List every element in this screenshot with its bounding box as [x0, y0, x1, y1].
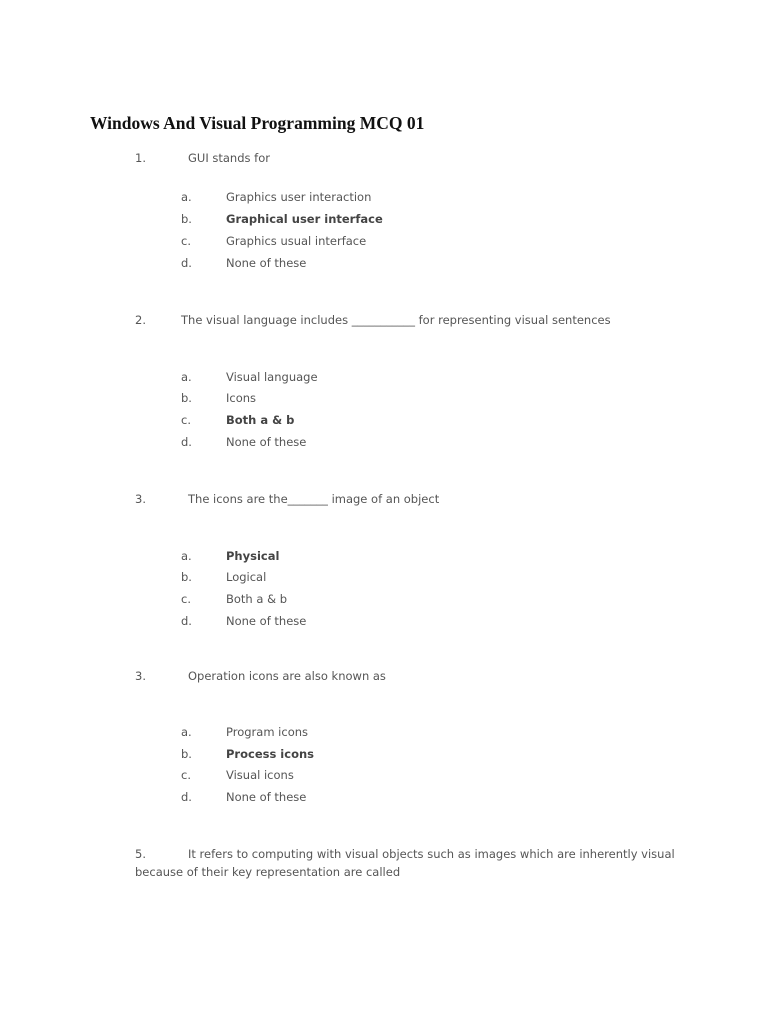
option-text: Visual icons: [226, 768, 294, 782]
question-text: GUI stands for: [188, 151, 270, 165]
option-letter: a.: [181, 190, 192, 204]
option-letter: c.: [181, 234, 191, 248]
option-letter: d.: [181, 790, 192, 804]
question-number: 5.: [135, 847, 146, 861]
option-letter: b.: [181, 570, 192, 584]
option-text-correct: Process icons: [226, 747, 315, 761]
option-text: Visual language: [226, 370, 318, 384]
option-letter: c.: [181, 413, 191, 427]
option-text: Program icons: [226, 725, 309, 739]
option-letter: c.: [181, 768, 191, 782]
option-letter: c.: [181, 592, 191, 606]
option-text: Graphics usual interface: [226, 234, 367, 248]
option-letter: a.: [181, 725, 192, 739]
option-text: None of these: [226, 614, 307, 628]
option-text: Icons: [226, 391, 257, 405]
option-letter: b.: [181, 747, 192, 761]
option-letter: d.: [181, 256, 192, 270]
document-title: Windows And Visual Programming MCQ 01: [90, 113, 425, 133]
option-text-correct: Both a & b: [226, 413, 295, 427]
question-text: The icons are the_______ image of an object: [188, 492, 440, 506]
option-text: None of these: [226, 256, 307, 270]
question-number: 1.: [135, 151, 146, 165]
option-letter: b.: [181, 391, 192, 405]
option-letter: a.: [181, 549, 192, 563]
option-text: None of these: [226, 790, 307, 804]
option-text: Both a & b: [226, 592, 288, 606]
option-letter: a.: [181, 370, 192, 384]
question-text: It refers to computing with visual objects such as images which are inherently visual: [187, 847, 675, 861]
question-number: 3.: [135, 669, 146, 683]
option-text: Logical: [226, 570, 267, 584]
option-letter: b.: [181, 212, 192, 226]
question-text-line-1: [135, 847, 675, 861]
question-text: Operation icons are also known as: [188, 669, 386, 683]
option-text: None of these: [226, 435, 307, 449]
option-text-correct: Physical: [226, 549, 280, 563]
option-letter: d.: [181, 435, 192, 449]
option-text-correct: Graphical user interface: [226, 212, 383, 226]
option-letter: d.: [181, 614, 192, 628]
question-text: The visual language includes ___________ for representing visual sentences: [181, 313, 611, 327]
question-number: 3.: [135, 492, 146, 506]
option-text: Graphics user interaction: [226, 190, 372, 204]
question-text-line-2: because of their key representation are called: [135, 865, 401, 879]
question-number: 2.: [135, 313, 146, 327]
